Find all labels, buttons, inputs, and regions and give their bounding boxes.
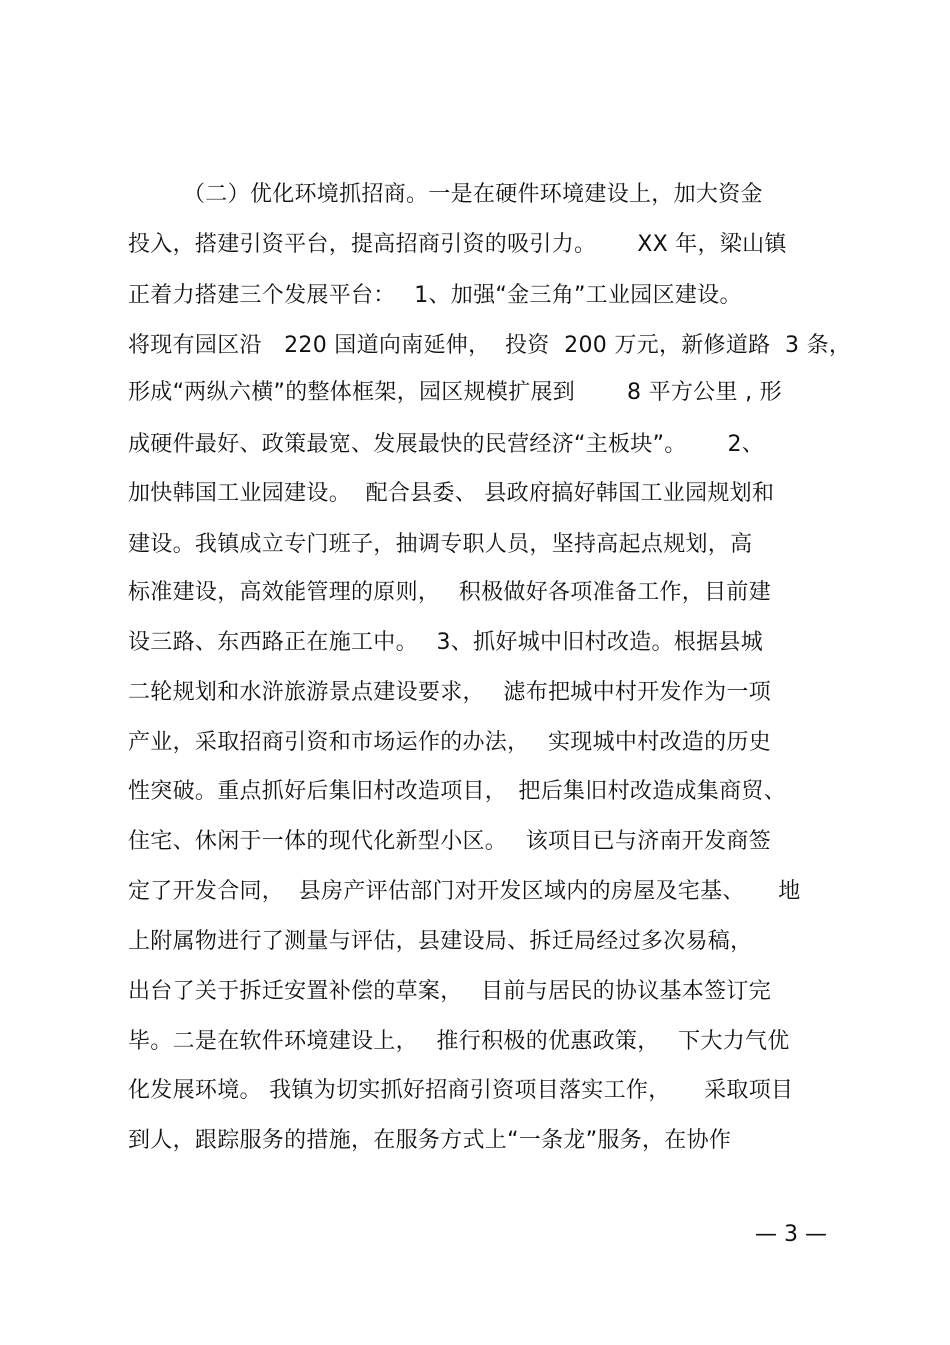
- paragraph-line-16: 上附属物进行了测量与评估，县建设局、拆迁局经过多次易稿，: [128, 929, 753, 954]
- page-number: — 3 —: [755, 1222, 827, 1247]
- paragraph-line-10: 设三路、东西路正在施工中。 3、抓好城中旧村改造。根据县城: [128, 630, 763, 655]
- paragraph-line-18: 毕。二是在软件环境建设上， 推行积极的优惠政策， 下大力气优: [128, 1029, 790, 1054]
- paragraph-line-13: 性突破。重点抓好后集旧村改造项目， 把后集旧村改造成集商贸、: [128, 779, 787, 804]
- paragraph-line-2: 投入，搭建引资平台，提高招商引资的吸引力。 XX 年，梁山镇: [128, 232, 787, 257]
- paragraph-line-7: 加快韩国工业园建设。 配合县委、 县政府搞好韩国工业园规划和: [128, 481, 775, 506]
- paragraph-line-6: 成硬件最好、政策最宽、发展最快的民营经济“主板块”。 2、: [128, 432, 765, 457]
- paragraph-line-11: 二轮规划和水浒旅游景点建设要求， 滤布把城中村开发作为一项: [128, 680, 771, 705]
- paragraph-line-9: 标准建设，高效能管理的原则， 积极做好各项准备工作，目前建: [128, 580, 771, 605]
- paragraph-line-4: 将现有园区沿 220 国道向南延伸， 投资 200 万元，新修道路 3 条，: [128, 333, 852, 358]
- paragraph-line-5: 形成“两纵六横”的整体框架，园区规模扩展到 8 平方公里 , 形: [128, 380, 782, 405]
- paragraph-line-17: 出台了关于拆迁安置补偿的草案， 目前与居民的协议基本签订完: [128, 979, 771, 1004]
- paragraph-line-15: 定了开发合同， 县房产评估部门对开发区域内的房屋及宅基、 地: [128, 879, 801, 904]
- paragraph-line-1: （二）优化环境抓招商。一是在硬件环境建设上，加大资金: [183, 182, 763, 207]
- paragraph-line-8: 建设。我镇成立专门班子，抽调专职人员，坚持高起点规划，高: [128, 532, 753, 557]
- paragraph-line-3: 正着力搭建三个发展平台： 1、加强“金三角”工业园区建设。: [128, 283, 742, 308]
- paragraph-line-12: 产业，采取招商引资和市场运作的办法， 实现城中村改造的历史: [128, 730, 771, 755]
- paragraph-line-20: 到人，跟踪服务的措施，在服务方式上“一条龙”服务，在协作: [128, 1128, 732, 1153]
- paragraph-line-14: 住宅、休闲于一体的现代化新型小区。 该项目已与济南开发商签: [128, 829, 771, 854]
- paragraph-line-19: 化发展环境。 我镇为切实抓好招商引资项目落实工作， 采取项目: [128, 1078, 794, 1103]
